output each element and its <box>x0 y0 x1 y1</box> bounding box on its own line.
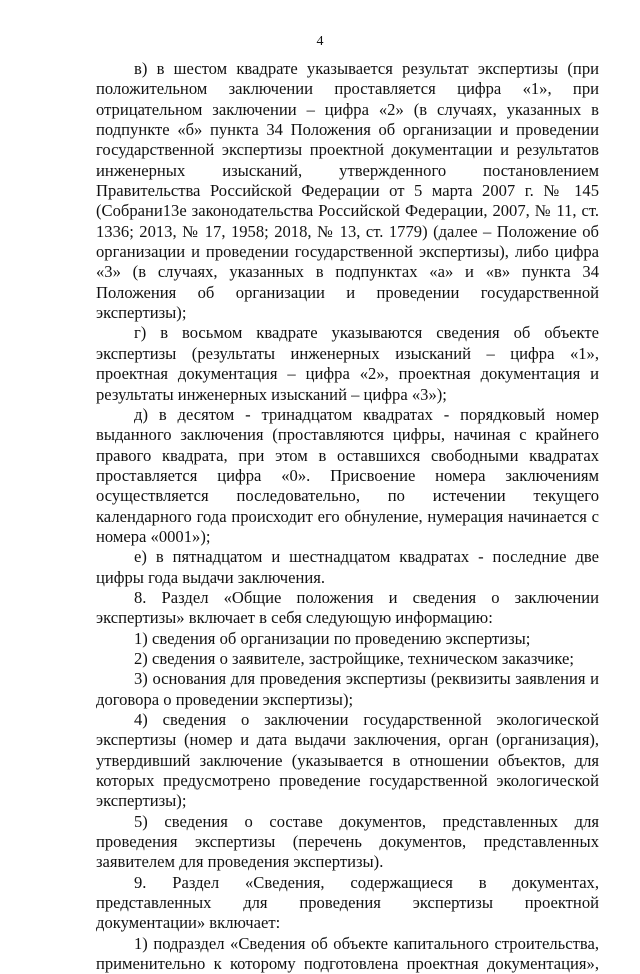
section-8-item-1: 1) сведения об организации по проведению экспертизы; <box>134 628 531 648</box>
paragraph-item-d: д) в десятом - тринадцатом квадратах - порядковый номер выданного заключения (проставляются цифры, начиная с крайнего правого квадрата, при этом в оставшихся свободными квадратах проставляется цифра «0». Присвоение номера заключениям осуществляется последовательно, по истечении текущего календарного года происходит его обнуление, нумерация начинается с номера «0001»); <box>96 404 599 546</box>
section-8-item-2: 2) сведения о заявителе, застройщике, техническом заказчике; <box>134 648 574 668</box>
paragraph-item-g: г) в восьмом квадрате указываются сведения об объекте экспертизы (результаты инженерных изысканий – цифра «1», проектная документация – цифра «2», проектная документация и результаты инженерных изысканий – цифра «3»); <box>96 323 599 404</box>
section-8-heading: 8. Раздел «Общие положения и сведения о заключении экспертизы» включает в себя следующую информацию: <box>96 587 599 628</box>
paragraph-item-v: в) в шестом квадрате указывается результат экспертизы (при положительном заключении проставляется цифра «1», при отрицательном заключении – цифра «2» (в случаях, указанных в подпункте «б» пункта 34 Положения об организации и проведении государственной экспертизы проектной документации и результатов инженерных изысканий, утвержденного постановлением Правительства Российской Федерации от 5 марта 2007 г. № 145 (Собрани13е законодательства Российской Федерации, 2007, № 11, ст. 1336; 2013, № 17, 1958; 2018, № 13, ст. 1779) (далее – Положение об организации и проведении государственной экспертизы), либо цифра «3» (в случаях, указанных в подпунктах «а» и «в» пункта 34 Положения об организации и проведении государственной экспертизы); <box>96 59 599 323</box>
section-9-heading: 9. Раздел «Сведения, содержащиеся в документах, представленных для проведения экспертизы проектной документации» включает: <box>96 872 599 933</box>
document-body <box>96 59 599 974</box>
page-number: 4 <box>316 34 324 49</box>
section-8-item-4: 4) сведения о заключении государственной экологической экспертизы (номер и дата выдачи заключения, орган (организация), утвердивший заключение (указывается в отношении объектов, для которых предусмотрено проведение государственной экологической экспертизы); <box>96 710 599 811</box>
section-8-item-3: 3) основания для проведения экспертизы (реквизиты заявления и договора о проведении экспертизы); <box>96 669 599 709</box>
paragraph-item-e: е) в пятнадцатом и шестнадцатом квадратах - последние две цифры года выдачи заключения. <box>96 547 599 587</box>
section-8-item-5: 5) сведения о составе документов, представленных для проведения экспертизы (перечень документов, представленных заявителем для проведения экспертизы). <box>96 811 599 872</box>
section-9-item-1: 1) подраздел «Сведения об объекте капитального строительства, применительно к которому подготовлена проектная документация», <box>96 933 599 974</box>
